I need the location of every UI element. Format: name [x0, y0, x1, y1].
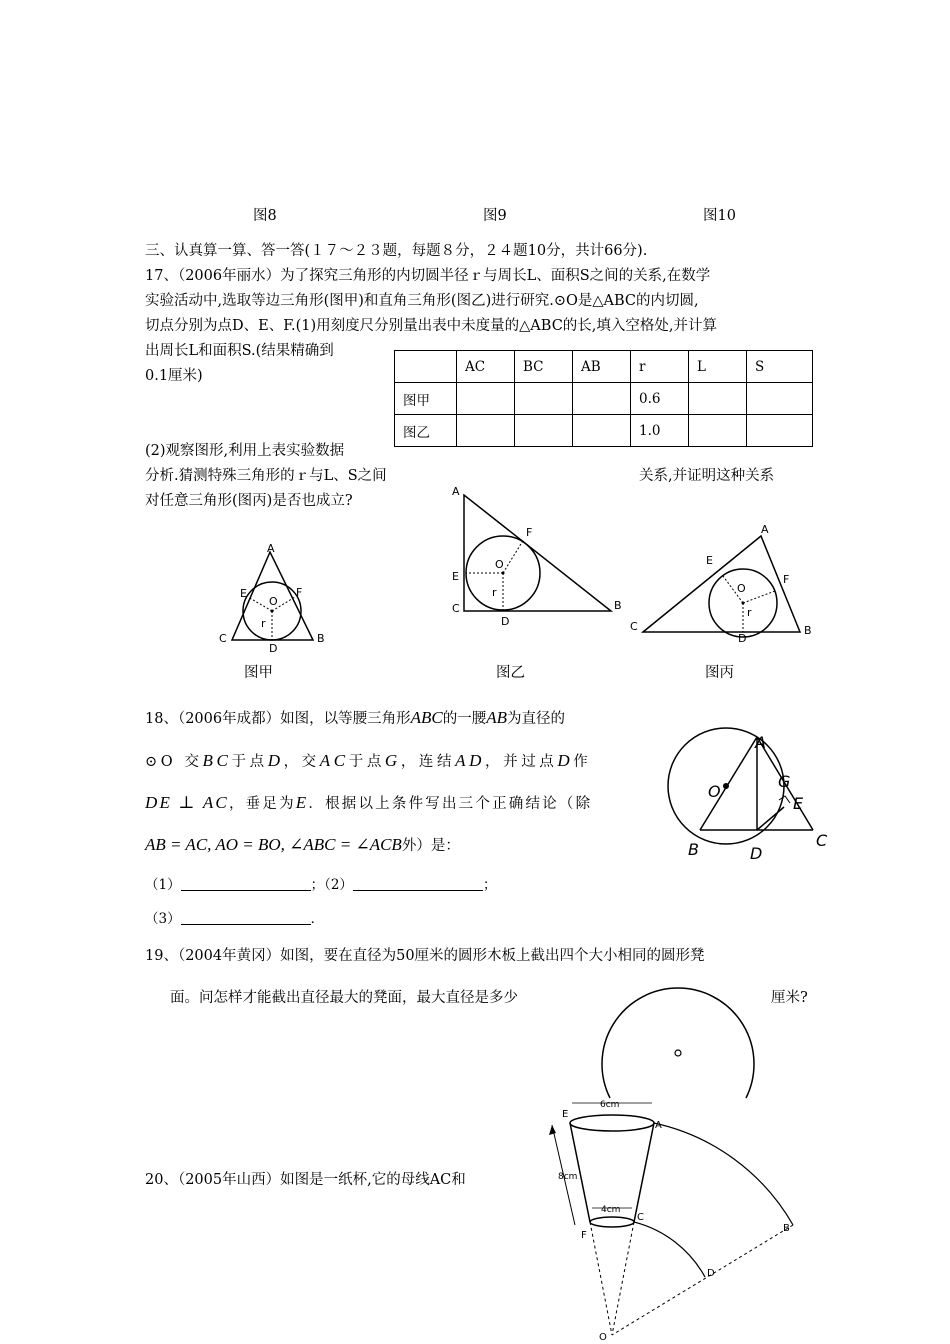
label-O: O	[495, 558, 504, 571]
caption-jia: 图甲	[244, 665, 273, 681]
label-B: B	[804, 624, 812, 637]
label-O: O	[737, 582, 746, 595]
q18-text: ，交	[283, 754, 320, 770]
q18-line3	[145, 792, 592, 813]
table-header-cell: AB	[573, 351, 631, 383]
table-header-cell: S	[747, 351, 813, 383]
label-D: D	[707, 1268, 715, 1279]
q19-line2-end: 厘米?	[771, 990, 808, 1006]
label-B: B	[688, 840, 699, 859]
blank-label: （3）	[145, 911, 181, 927]
answer-blank-2[interactable]	[353, 876, 483, 891]
table-cell	[573, 383, 631, 415]
label-B: B	[317, 632, 325, 645]
label-E: E	[793, 794, 804, 813]
math-conditions: AB = AC, AO = BO, ∠ABC = ∠ACB	[145, 835, 402, 854]
label-D: D	[750, 844, 763, 863]
q18-text: 外）是：	[401, 838, 460, 854]
label-8cm: 8cm	[558, 1172, 578, 1182]
table-cell: 0.6	[631, 383, 689, 415]
q18-blanks-row1	[145, 873, 496, 893]
caption-bing: 图丙	[705, 665, 734, 681]
label-4cm: 4cm	[601, 1205, 621, 1215]
label-A: A	[655, 1120, 662, 1131]
label-C: C	[452, 602, 460, 615]
label-O: O	[599, 1332, 607, 1343]
blank-label: ；（2）	[310, 877, 353, 893]
q17-line: 出周长L和面积S.(结果精确到	[145, 343, 334, 359]
q17-line: 实验活动中,选取等边三角形(图甲)和直角三角形(图乙)进行研究.⊙O是△ABC的内切圆,	[145, 293, 699, 309]
section-heading: 三、认真算一算、答一答(１７～２３题，每题８分，２４题10分，共计66分).	[145, 243, 648, 259]
table-cell	[689, 415, 747, 447]
table-row	[395, 383, 813, 415]
measurement-table	[394, 350, 813, 447]
table-cell	[747, 383, 813, 415]
q18-text: 于点	[348, 754, 385, 770]
label-r: r	[261, 617, 266, 630]
table-header-cell: L	[689, 351, 747, 383]
q18-blanks-row2	[145, 907, 324, 927]
label-C: C	[630, 620, 638, 633]
label-A: A	[452, 485, 460, 498]
q18-text: 的一腰	[442, 711, 487, 727]
label-E: E	[706, 554, 713, 567]
q18-text: ⊙O 交	[145, 754, 203, 770]
label-O: O	[269, 595, 278, 608]
label-E: E	[452, 570, 459, 583]
label-F: F	[783, 573, 790, 586]
label-B: B	[783, 1223, 790, 1234]
q18-line2	[145, 750, 591, 771]
figure-yi	[445, 478, 635, 628]
q17-part2-line: (2)观察图形,利用上表实验数据	[145, 443, 345, 459]
blank-end: ．	[310, 911, 325, 927]
figure-jia	[215, 540, 340, 655]
q19-line1: 19、（2004年黄冈）如图，要在直径为50厘米的圆形木板上截出四个大小相同的圆形凳	[145, 948, 705, 964]
label-G: G	[778, 772, 791, 791]
figure-q18	[668, 728, 838, 863]
table-cell	[457, 415, 515, 447]
q18-text: ，并过点	[485, 754, 558, 770]
blank-sep: ；	[482, 877, 497, 893]
math-abc: ABC	[410, 708, 443, 727]
figure-q19-circle	[600, 970, 760, 1100]
label-B: B	[614, 599, 622, 612]
q17-part2-line: 分析.猜测特殊三角形的ｒ与L、S之间	[145, 468, 387, 484]
q17-part2-line: 对任意三角形(图丙)是否也成立?	[145, 493, 353, 509]
table-cell	[747, 415, 813, 447]
table-cell	[689, 383, 747, 415]
label-E: E	[240, 587, 247, 600]
math-d: D	[267, 751, 284, 770]
label-F: F	[581, 1230, 587, 1241]
math-de-perp-ac: DE ⊥ AC	[145, 793, 229, 812]
table-cell	[395, 351, 457, 383]
table-row	[395, 415, 813, 447]
q20-line1: 20、（2005年山西）如图是一纸杯,它的母线AC和	[145, 1172, 466, 1188]
math-ac: AC	[319, 751, 349, 770]
label-r: r	[492, 586, 497, 599]
label-E: E	[562, 1109, 569, 1120]
math-e: E	[295, 793, 309, 812]
table-cell	[515, 415, 573, 447]
table-cell	[573, 415, 631, 447]
q18-text: 作	[573, 754, 592, 770]
label-C: C	[219, 632, 227, 645]
q18-text: 18、（2006年成都）如图，以等腰三角形	[145, 711, 411, 727]
answer-blank-3[interactable]	[181, 910, 311, 925]
q17-line: 17、（2006年丽水）为了探究三角形的内切圆半径ｒ与周长L、面积S之间的关系,在数学	[145, 268, 711, 284]
q18-text: ．根据以上条件写出三个正确结论（除	[308, 796, 593, 812]
q17-part2-line: 关系,并证明这种关系	[639, 468, 775, 484]
math-g: G	[384, 751, 401, 770]
table-cell	[515, 383, 573, 415]
table-header-row	[395, 351, 813, 383]
answer-blank-1[interactable]	[181, 876, 311, 891]
label-D: D	[738, 632, 747, 645]
q18-line4	[145, 834, 460, 855]
caption-yi: 图乙	[496, 665, 525, 681]
math-d: D	[557, 751, 574, 770]
label-A: A	[761, 523, 769, 536]
caption-fig9: 图9	[483, 208, 507, 224]
caption-fig10: 图10	[703, 208, 736, 224]
table-header-cell: BC	[515, 351, 573, 383]
q18-text: ，连结	[400, 754, 456, 770]
q18-text: 为直径的	[507, 711, 565, 727]
q18-line1	[145, 707, 565, 728]
math-bc: BC	[202, 751, 232, 770]
q19-line2: 面。问怎样才能截出直径最大的凳面，最大直径是多少	[170, 990, 518, 1006]
label-D: D	[269, 642, 278, 655]
label-A: A	[267, 542, 275, 555]
table-header-cell: AC	[457, 351, 515, 383]
table-header-cell: r	[631, 351, 689, 383]
label-C: C	[637, 1212, 644, 1223]
label-D: D	[501, 615, 510, 628]
label-C: C	[816, 831, 828, 850]
table-row-label: 图甲	[395, 383, 457, 415]
label-A: A	[755, 733, 766, 752]
label-6cm: 6cm	[600, 1100, 620, 1110]
q18-text: ，垂足为	[228, 796, 296, 812]
table-cell	[457, 383, 515, 415]
q17-line: 0.1厘米)	[145, 368, 203, 384]
caption-fig8: 图8	[253, 208, 277, 224]
blank-label: （1）	[145, 877, 181, 893]
figure-bing	[625, 518, 825, 643]
table-cell: 1.0	[631, 415, 689, 447]
q18-text: 于点	[231, 754, 268, 770]
label-r: r	[747, 606, 752, 619]
math-ab: AB	[486, 708, 507, 727]
table-row-label: 图乙	[395, 415, 457, 447]
label-O: O	[708, 782, 721, 801]
figure-q20-cup	[545, 1095, 815, 1344]
label-F: F	[296, 586, 303, 599]
math-ad: AD	[455, 751, 485, 770]
q17-line: 切点分别为点D、E、F.(1)用刻度尺分别量出表中未度量的△ABC的长,填入空格处,并计算	[145, 318, 718, 334]
label-F: F	[526, 526, 533, 539]
